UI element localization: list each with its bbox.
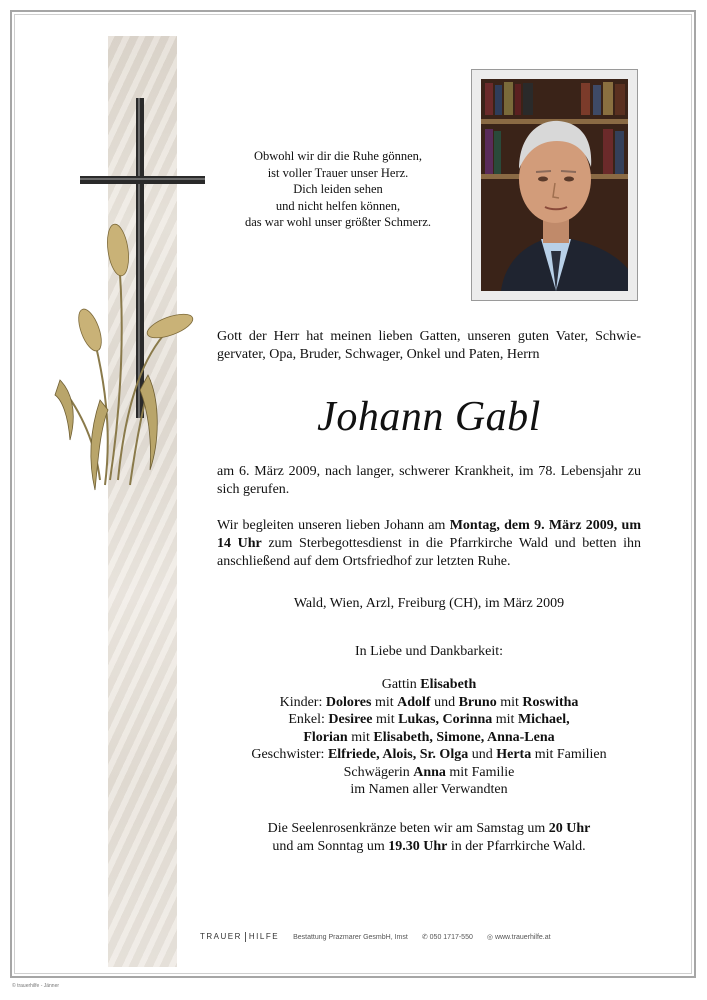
poem-line: und nicht helfen können,	[275, 198, 401, 213]
family-line-children: Kinder: Dolores mit Adolf und Bruno mit Roswitha	[279, 694, 579, 710]
phone-icon: ✆	[421, 934, 428, 941]
death-info: am 6. März 2009, nach langer, schwerer Krankheit, im 78. Lebensjahr zu sich gerufen.	[217, 464, 641, 497]
family-line-relatives: im Namen aller Verwandten	[350, 782, 508, 797]
family-line-wife: Gattin Elisabeth	[381, 677, 477, 692]
poem-line: Dich leiden sehen	[293, 182, 383, 196]
family-line-sister-in-law: Schwägerin Anna mit Familie	[343, 764, 515, 780]
footer-web[interactable]: ◎ www.trauerhilfe.at	[486, 934, 551, 941]
portrait-photo	[471, 69, 638, 301]
funeral-date: Montag, dem 9. März 2009, um 14 Uhr	[217, 518, 642, 551]
family-list	[217, 676, 641, 799]
mouse-icon: ◎	[486, 934, 493, 941]
family-line-grandchildren-2: Florian mit Elisabeth, Simone, Anna-Lena	[303, 729, 555, 745]
poem	[218, 148, 458, 231]
footer-company: Bestattung Prazmarer GesmbH, Imst	[293, 933, 408, 941]
copyright: © trauerhilfe - Jänner	[12, 983, 60, 989]
funeral-text-1: Wir begleiten unseren lieben Johann am	[217, 518, 450, 533]
gratitude-heading: In Liebe und Dankbarkeit:	[354, 644, 504, 659]
funeral-info	[217, 517, 641, 571]
rosary-info: Die Seelenrosenkränze beten wir am Samstag um 20 Uhr und am Sonntag um 19.30 Uhr in der Pfarrkirche Wald.	[267, 821, 591, 854]
poem-line: das war wohl unser größter Schmerz.	[244, 215, 432, 229]
place-date: Wald, Wien, Arzl, Freiburg (CH), im März 2009	[293, 596, 565, 611]
trauerhilfe-logo: TRAUER HILFE	[200, 932, 280, 942]
footer	[200, 932, 551, 942]
funeral-text-2: zum Sterbegottesdienst in die Pfarrkirche Wald und betten ihn anschließend auf dem Ortsfriedhof zur letzten Ruhe.	[217, 536, 641, 569]
poem-line: Obwohl wir dir die Ruhe gönnen,	[253, 149, 423, 163]
deceased-name: Johann Gabl	[317, 394, 541, 440]
family-line-grandchildren-1: Enkel: Desiree mit Lukas, Corinna mit Michael,	[288, 712, 570, 727]
family-line-siblings: Geschwister: Elfriede, Alois, Sr. Olga und Herta mit Familien	[251, 747, 607, 762]
poem-line: ist voller Trauer unser Herz.	[267, 165, 409, 180]
footer-phone: ✆ 050 1717-550	[421, 934, 473, 941]
intro-text: Gott der Herr hat meinen lieben Gatten, unseren guten Vater, Schwie-gervater, Opa, Bruder, Schwager, Onkel und Paten, Herrn	[217, 329, 641, 362]
